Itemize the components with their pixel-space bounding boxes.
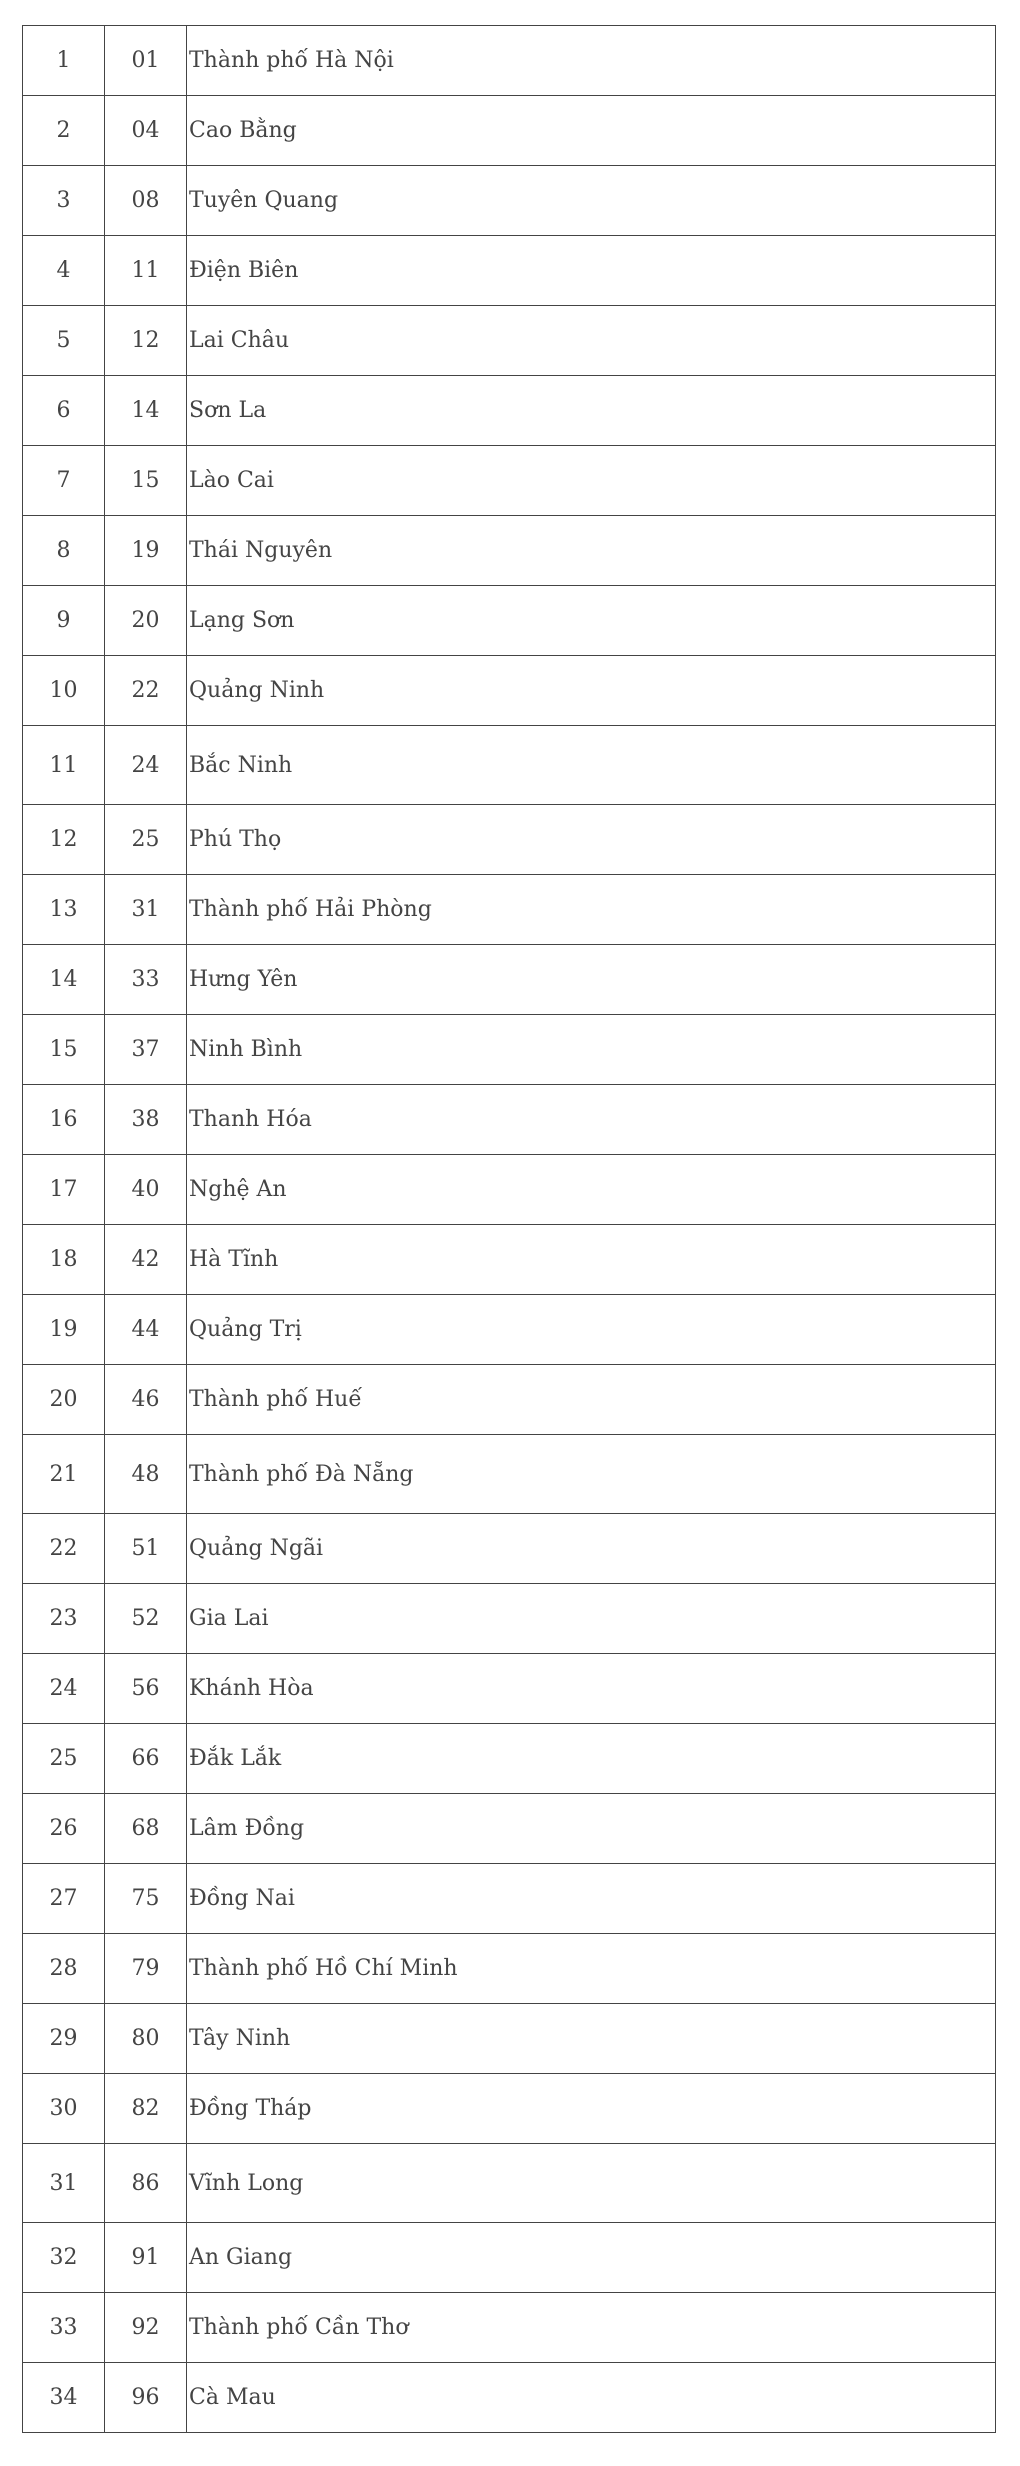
province-code-cell: 37 [105, 1015, 187, 1085]
province-name-cell: Quảng Ngãi [187, 1514, 996, 1584]
province-code-cell: 20 [105, 586, 187, 656]
province-name-cell: Hưng Yên [187, 945, 996, 1015]
table-row [23, 1794, 996, 1864]
row-number-cell: 13 [23, 875, 105, 945]
province-code-cell: 46 [105, 1365, 187, 1435]
table-row [23, 1225, 996, 1295]
row-number-cell: 25 [23, 1724, 105, 1794]
province-code-cell: 40 [105, 1155, 187, 1225]
row-number-cell: 11 [23, 726, 105, 805]
province-name-cell: Thành phố Hà Nội [187, 26, 996, 96]
row-number-cell: 8 [23, 516, 105, 586]
table-row [23, 1015, 996, 1085]
row-number-cell: 32 [23, 2223, 105, 2293]
province-code-cell: 22 [105, 656, 187, 726]
row-number-cell: 34 [23, 2363, 105, 2433]
table-row [23, 805, 996, 875]
province-name-cell: Bắc Ninh [187, 726, 996, 805]
province-name-cell: Khánh Hòa [187, 1654, 996, 1724]
province-name-cell: Phú Thọ [187, 805, 996, 875]
province-name-cell: Thành phố Huế [187, 1365, 996, 1435]
table-row [23, 726, 996, 805]
province-name-cell: Sơn La [187, 376, 996, 446]
province-code-cell: 08 [105, 166, 187, 236]
province-code-cell: 80 [105, 2004, 187, 2074]
table-row [23, 875, 996, 945]
province-name-cell: Đồng Tháp [187, 2074, 996, 2144]
table-row [23, 1864, 996, 1934]
province-code-cell: 52 [105, 1584, 187, 1654]
table-row [23, 2363, 996, 2433]
row-number-cell: 10 [23, 656, 105, 726]
province-table-body [23, 26, 996, 2433]
table-row [23, 96, 996, 166]
province-name-cell: Thành phố Hồ Chí Minh [187, 1934, 996, 2004]
table-row [23, 516, 996, 586]
province-code-cell: 42 [105, 1225, 187, 1295]
table-row [23, 2004, 996, 2074]
province-name-cell: Thanh Hóa [187, 1085, 996, 1155]
table-row [23, 1934, 996, 2004]
province-name-cell: Gia Lai [187, 1584, 996, 1654]
row-number-cell: 20 [23, 1365, 105, 1435]
province-code-cell: 11 [105, 236, 187, 306]
table-row [23, 1724, 996, 1794]
province-code-cell: 01 [105, 26, 187, 96]
table-row [23, 446, 996, 516]
province-code-cell: 24 [105, 726, 187, 805]
province-name-cell: Điện Biên [187, 236, 996, 306]
province-code-cell: 48 [105, 1435, 187, 1514]
row-number-cell: 27 [23, 1864, 105, 1934]
province-code-cell: 66 [105, 1724, 187, 1794]
province-code-cell: 19 [105, 516, 187, 586]
province-code-cell: 33 [105, 945, 187, 1015]
table-row [23, 376, 996, 446]
province-name-cell: Nghệ An [187, 1155, 996, 1225]
province-code-cell: 31 [105, 875, 187, 945]
province-name-cell: Thái Nguyên [187, 516, 996, 586]
row-number-cell: 5 [23, 306, 105, 376]
province-name-cell: Lào Cai [187, 446, 996, 516]
province-code-cell: 25 [105, 805, 187, 875]
row-number-cell: 21 [23, 1435, 105, 1514]
province-code-cell: 82 [105, 2074, 187, 2144]
province-name-cell: Thành phố Đà Nẵng [187, 1435, 996, 1514]
province-table [22, 25, 996, 2433]
table-row [23, 1584, 996, 1654]
province-code-cell: 75 [105, 1864, 187, 1934]
row-number-cell: 6 [23, 376, 105, 446]
province-name-cell: Thành phố Hải Phòng [187, 875, 996, 945]
province-name-cell: Đồng Nai [187, 1864, 996, 1934]
row-number-cell: 17 [23, 1155, 105, 1225]
row-number-cell: 7 [23, 446, 105, 516]
province-code-cell: 68 [105, 1794, 187, 1864]
row-number-cell: 12 [23, 805, 105, 875]
row-number-cell: 30 [23, 2074, 105, 2144]
table-row [23, 945, 996, 1015]
row-number-cell: 29 [23, 2004, 105, 2074]
table-row [23, 2144, 996, 2223]
province-code-cell: 12 [105, 306, 187, 376]
table-row [23, 656, 996, 726]
province-name-cell: Lâm Đồng [187, 1794, 996, 1864]
province-code-cell: 51 [105, 1514, 187, 1584]
province-name-cell: Tuyên Quang [187, 166, 996, 236]
province-name-cell: Ninh Bình [187, 1015, 996, 1085]
province-code-cell: 04 [105, 96, 187, 166]
table-row [23, 1365, 996, 1435]
province-code-cell: 91 [105, 2223, 187, 2293]
province-name-cell: Quảng Ninh [187, 656, 996, 726]
province-code-cell: 86 [105, 2144, 187, 2223]
table-row [23, 1435, 996, 1514]
row-number-cell: 33 [23, 2293, 105, 2363]
row-number-cell: 3 [23, 166, 105, 236]
province-code-cell: 15 [105, 446, 187, 516]
province-name-cell: Đắk Lắk [187, 1724, 996, 1794]
province-code-cell: 92 [105, 2293, 187, 2363]
table-row [23, 1654, 996, 1724]
table-row [23, 2293, 996, 2363]
province-name-cell: Lạng Sơn [187, 586, 996, 656]
row-number-cell: 28 [23, 1934, 105, 2004]
row-number-cell: 31 [23, 2144, 105, 2223]
table-row [23, 2223, 996, 2293]
row-number-cell: 22 [23, 1514, 105, 1584]
province-code-cell: 14 [105, 376, 187, 446]
province-code-cell: 96 [105, 2363, 187, 2433]
row-number-cell: 24 [23, 1654, 105, 1724]
row-number-cell: 26 [23, 1794, 105, 1864]
table-row [23, 1085, 996, 1155]
row-number-cell: 18 [23, 1225, 105, 1295]
table-row [23, 306, 996, 376]
province-name-cell: Hà Tĩnh [187, 1225, 996, 1295]
row-number-cell: 16 [23, 1085, 105, 1155]
province-name-cell: Lai Châu [187, 306, 996, 376]
province-name-cell: Cao Bằng [187, 96, 996, 166]
province-name-cell: Tây Ninh [187, 2004, 996, 2074]
province-name-cell: An Giang [187, 2223, 996, 2293]
province-name-cell: Cà Mau [187, 2363, 996, 2433]
table-row [23, 1155, 996, 1225]
province-name-cell: Quảng Trị [187, 1295, 996, 1365]
province-code-cell: 38 [105, 1085, 187, 1155]
table-row [23, 1514, 996, 1584]
table-row [23, 26, 996, 96]
row-number-cell: 19 [23, 1295, 105, 1365]
table-row [23, 586, 996, 656]
row-number-cell: 4 [23, 236, 105, 306]
table-row [23, 2074, 996, 2144]
row-number-cell: 23 [23, 1584, 105, 1654]
table-row [23, 1295, 996, 1365]
province-code-cell: 79 [105, 1934, 187, 2004]
province-name-cell: Vĩnh Long [187, 2144, 996, 2223]
table-row [23, 236, 996, 306]
province-name-cell: Thành phố Cần Thơ [187, 2293, 996, 2363]
row-number-cell: 15 [23, 1015, 105, 1085]
row-number-cell: 2 [23, 96, 105, 166]
row-number-cell: 14 [23, 945, 105, 1015]
row-number-cell: 9 [23, 586, 105, 656]
province-code-cell: 56 [105, 1654, 187, 1724]
province-code-cell: 44 [105, 1295, 187, 1365]
row-number-cell: 1 [23, 26, 105, 96]
table-row [23, 166, 996, 236]
